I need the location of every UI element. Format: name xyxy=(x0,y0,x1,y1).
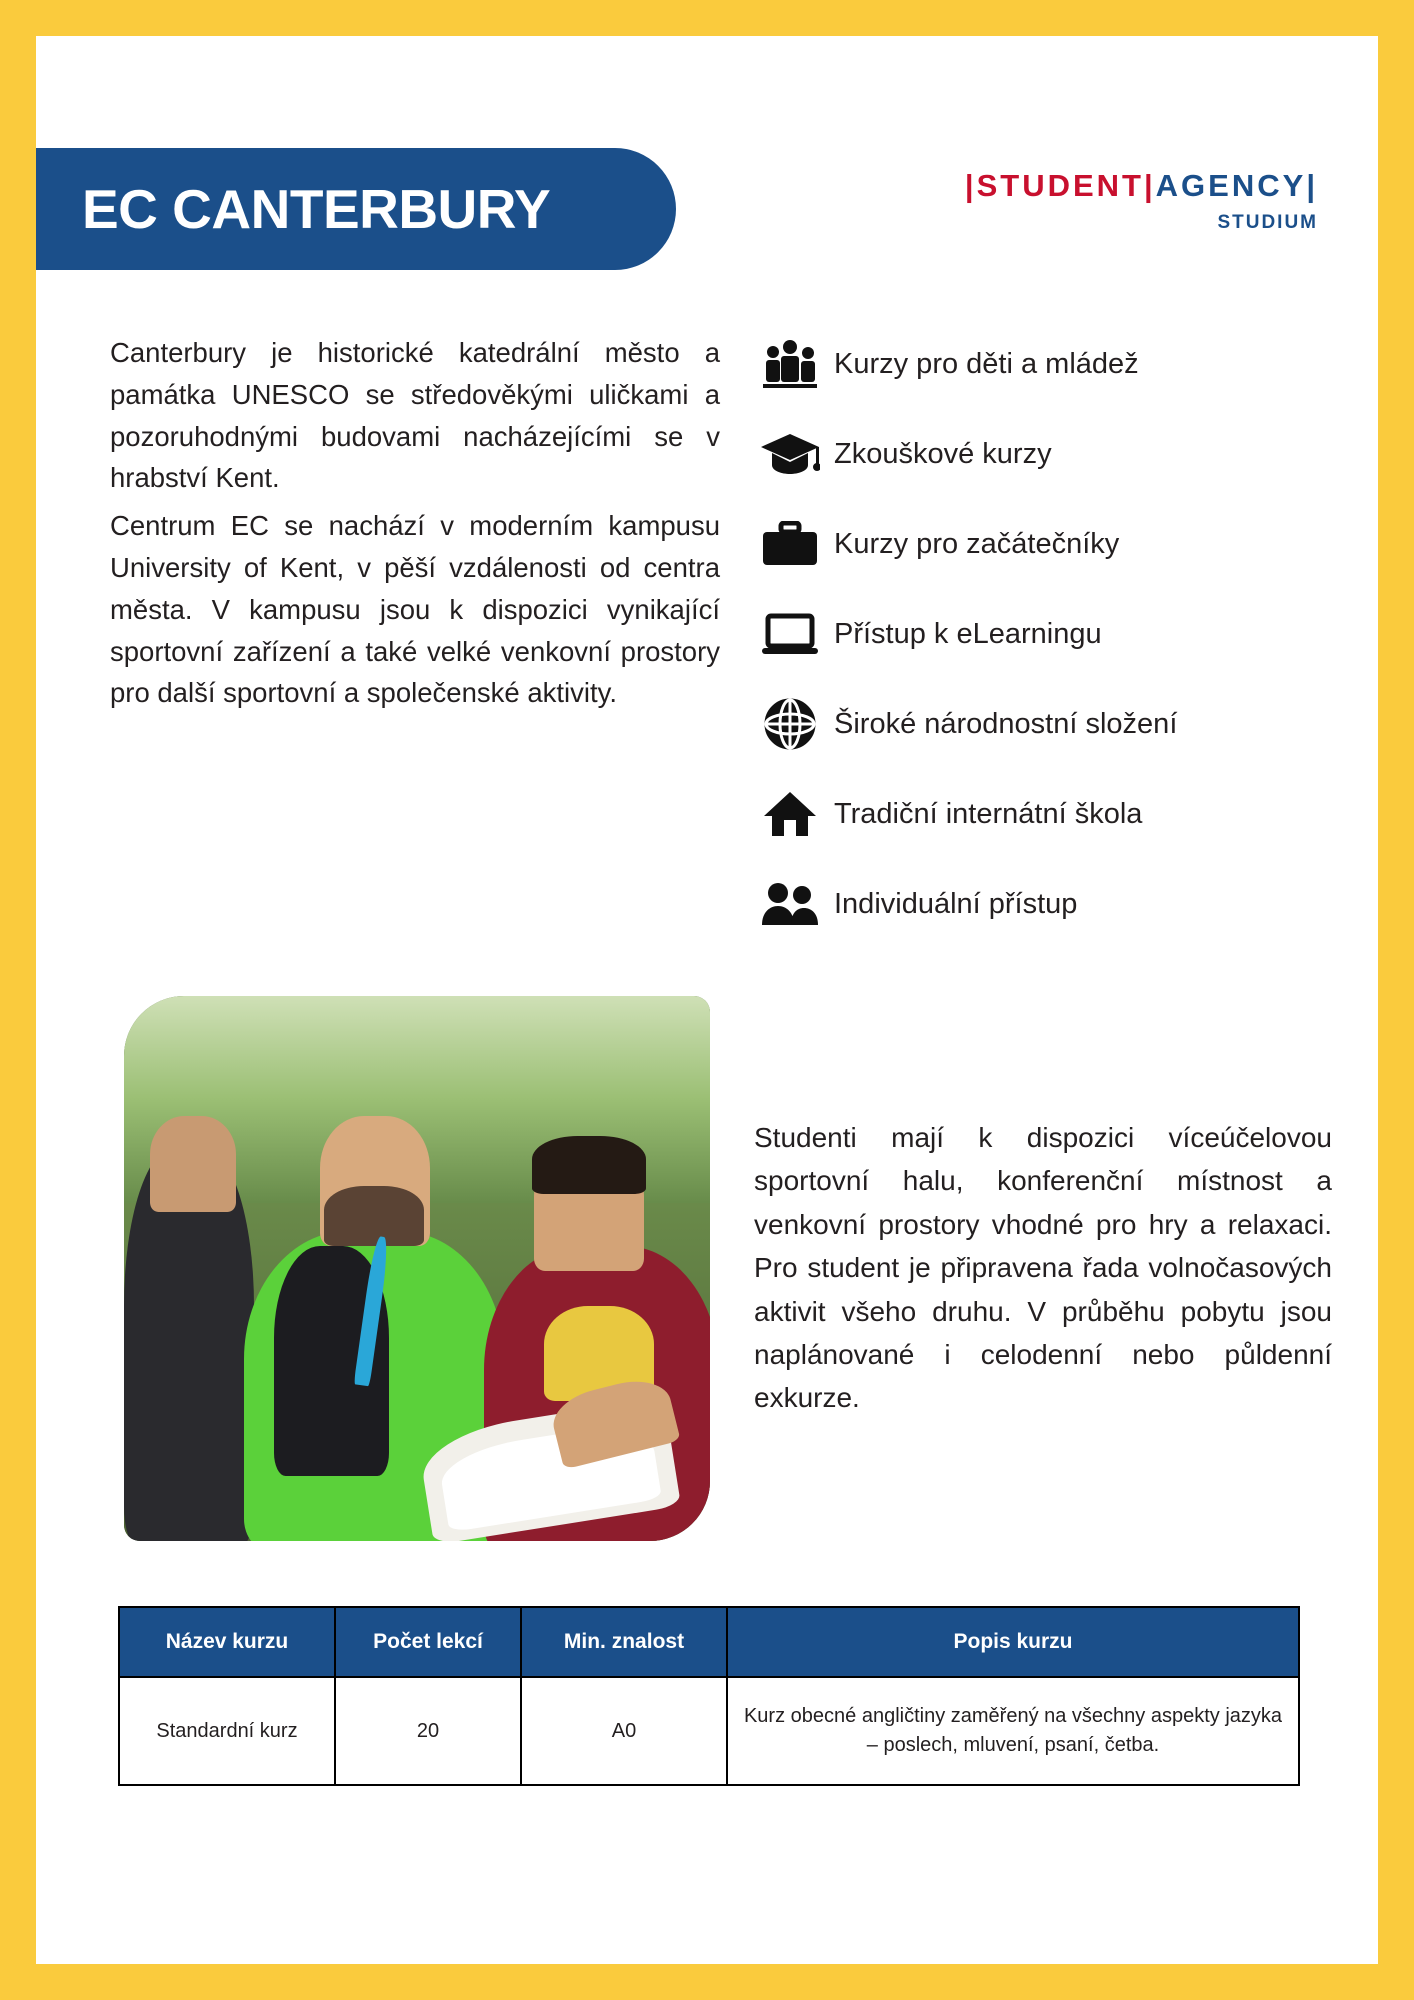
laptop-icon xyxy=(754,612,826,656)
brand-agency-text: AGENCY xyxy=(1155,168,1307,203)
brand-bar-right: | xyxy=(1306,168,1318,203)
globe-icon xyxy=(754,698,826,750)
feature-label: Tradiční internátní škola xyxy=(834,797,1143,830)
feature-item-exam-courses xyxy=(754,414,1324,494)
house-icon xyxy=(754,790,826,838)
photo-person-right-hair xyxy=(532,1136,646,1194)
campus-photo xyxy=(124,996,710,1541)
photo-person-center-beard xyxy=(324,1186,424,1246)
table-header-name: Název kurzu xyxy=(120,1608,335,1677)
brand-student-text: STUDENT xyxy=(976,168,1144,203)
facilities-paragraph: Studenti mají k dispozici víceúčelovou sportovní halu, konferenční místnost a venkovní prostory vhodné pro hry a relaxaci. Pro student je připravena řada volnočasových aktivit všeho druhu. V průběhu pobytu jsou naplánované i celodenní nebo půldenní exkurze. xyxy=(754,1122,1332,1414)
graduation-cap-icon xyxy=(754,432,826,476)
feature-label: Přístup k eLearningu xyxy=(834,617,1102,650)
feature-label: Kurzy pro děti a mládež xyxy=(834,347,1139,380)
courses-table xyxy=(118,1606,1300,1786)
feature-item-boarding-school xyxy=(754,774,1324,854)
title-banner xyxy=(36,148,676,270)
feature-item-individual-approach xyxy=(754,864,1324,944)
table-cell-description: Kurz obecné angličtiny zaměřený na všechny aspekty jazyka – poslech, mluvení, psaní, četba. xyxy=(727,1677,1298,1784)
table-header-lessons: Počet lekcí xyxy=(335,1608,521,1677)
feature-label: Zkouškové kurzy xyxy=(834,437,1052,470)
brand-logo-line xyxy=(965,168,1318,204)
brand-bar-mid: | xyxy=(1143,168,1156,203)
intro-paragraph-2: Centrum EC se nachází v moderním kampusu University of Kent, v pěší vzdálenosti od centra města. V kampusu jsou k dispozici vynikající sportovní zařízení a také velké venkovní prostory pro další sportovní a společenské aktivity. xyxy=(110,510,720,709)
features-list xyxy=(754,324,1324,954)
feature-item-children-courses xyxy=(754,324,1324,404)
document-header xyxy=(36,98,1378,240)
photo-person-left-head xyxy=(150,1116,236,1212)
feature-label: Kurzy pro začátečníky xyxy=(834,527,1120,560)
people-icon xyxy=(754,881,826,927)
feature-label: Široké národnostní složení xyxy=(834,707,1178,740)
table-cell-course-name: Standardní kurz xyxy=(120,1677,335,1784)
intro-paragraph-1: Canterbury je historické katedrální město a památka UNESCO se středověkými uličkami a pozoruhodnými budovami nacházejícími se v hrabství Kent. xyxy=(110,337,720,494)
table-cell-lessons: 20 xyxy=(335,1677,521,1784)
feature-item-beginner-courses xyxy=(754,504,1324,584)
table-row xyxy=(120,1677,1298,1784)
table-header-level: Min. znalost xyxy=(521,1608,727,1677)
briefcase-icon xyxy=(754,521,826,567)
left-text-column xyxy=(110,332,720,720)
feature-label: Individuální přístup xyxy=(834,887,1078,920)
table-header-description: Popis kurzu xyxy=(727,1608,1298,1677)
table-header-row xyxy=(120,1608,1298,1677)
brand-subtitle: STUDIUM xyxy=(1217,212,1318,233)
page-title: EC CANTERBURY xyxy=(82,178,551,240)
family-group-icon xyxy=(754,340,826,388)
feature-item-elearning xyxy=(754,594,1324,674)
brand-logo xyxy=(965,168,1318,234)
brand-bar-left: | xyxy=(964,168,977,203)
feature-item-nationalities xyxy=(754,684,1324,764)
table-cell-level: A0 xyxy=(521,1677,727,1784)
document-page xyxy=(36,36,1378,1964)
